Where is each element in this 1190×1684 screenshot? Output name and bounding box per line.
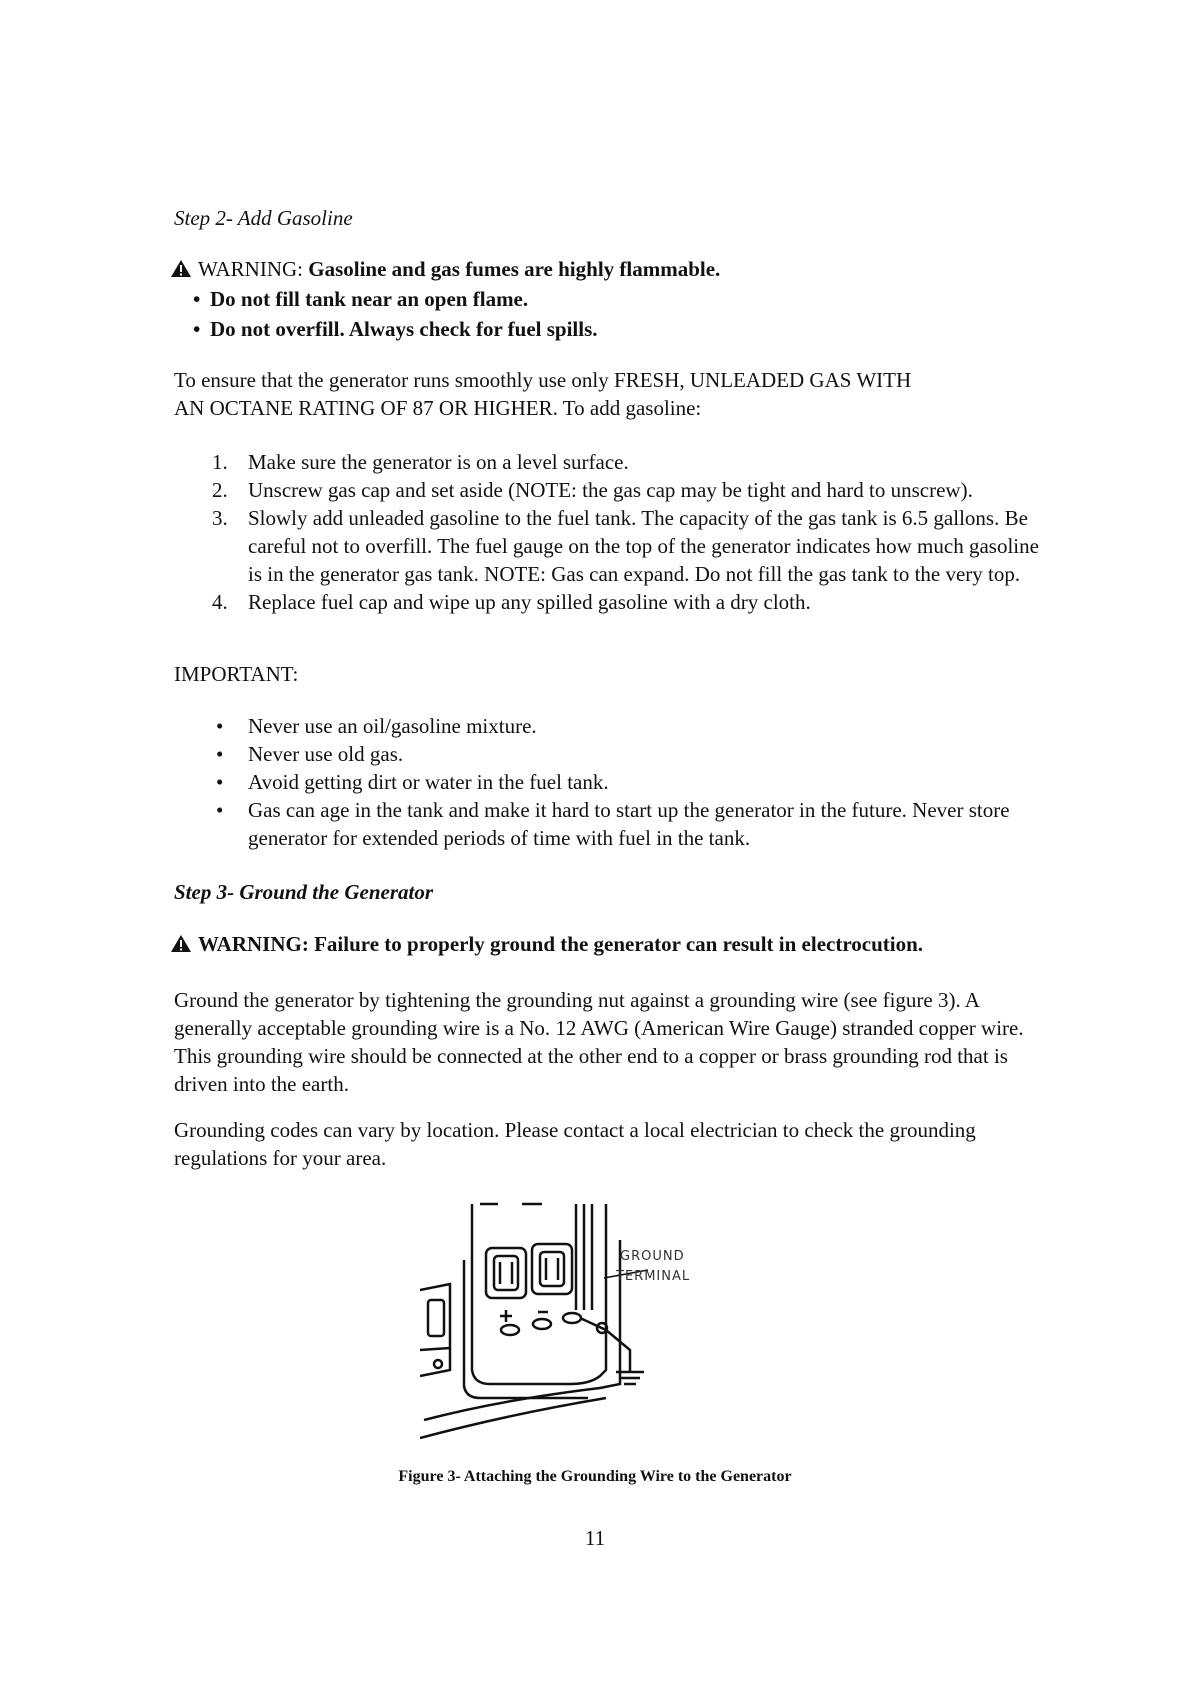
warning-text: Gasoline and gas fumes are highly flammable.	[308, 257, 721, 281]
warning-label: WARNING:	[198, 932, 309, 956]
list-item: 4. Replace fuel cap and wipe up any spilled gasoline with a dry cloth.	[212, 590, 811, 614]
important-list	[174, 712, 1054, 852]
step2-intro	[174, 366, 1034, 422]
step3-warning	[170, 932, 923, 957]
important-label: IMPORTANT:	[174, 662, 299, 686]
terminal-label: TERMINAL	[616, 1269, 691, 1284]
warning-bullet: • Do not overfill. Always check for fuel spills.	[210, 317, 598, 342]
warning-text: Failure to properly ground the generator can result in electrocution.	[314, 932, 924, 956]
intro-line: AN OCTANE RATING OF 87 OR HIGHER. To add gasoline:	[174, 396, 702, 420]
intro-line: To ensure that the generator runs smoothly use only FRESH, UNLEADED GAS WITH	[174, 368, 912, 392]
list-item: 3. Slowly add unleaded gasoline to the fuel tank. The capacity of the gas tank is 6.5 gallons. Be careful not to overfill. The fuel gauge on the top of the generator indicates how much gasoline is in the generator gas tank. NOTE: Gas can expand. Do not fill the gas tank to the very top.	[212, 506, 1039, 586]
step2-heading: Step 2- Add Gasoline	[174, 206, 353, 230]
generator-ground-figure	[420, 1200, 770, 1455]
figure-caption: Figure 3- Attaching the Grounding Wire to the Generator	[398, 1468, 792, 1485]
warning-bullet: • Do not fill tank near an open flame.	[210, 287, 528, 312]
step2-warning	[170, 257, 720, 282]
list-item: 2. Unscrew gas cap and set aside (NOTE: the gas cap may be tight and hard to unscrew).	[212, 478, 973, 502]
generator-illustration	[420, 1204, 648, 1438]
list-item: • Gas can age in the tank and make it hard to start up the generator in the future. Never store generator for extended periods of time with fuel in the tank.	[174, 796, 1054, 852]
list-item: • Never use old gas.	[174, 740, 1054, 768]
warning-label: WARNING:	[198, 257, 303, 281]
warning-icon	[170, 259, 192, 278]
list-item: • Never use an oil/gasoline mixture.	[174, 712, 1054, 740]
page-number: 11	[584, 1526, 606, 1550]
ground-label: GROUND	[620, 1249, 685, 1264]
step3-heading: Step 3- Ground the Generator	[174, 880, 434, 904]
warning-icon	[170, 934, 192, 953]
grounding-paragraph: Ground the generator by tightening the grounding nut against a grounding wire (see figure 3). A generally acceptable grounding wire is a No. 12 AWG (American Wire Gauge) stranded copper wire. This grounding wire should be connected at the other end to a copper or brass grounding rod that is driven into the earth.	[174, 988, 1024, 1096]
gasoline-steps	[174, 448, 1054, 616]
list-item: • Avoid getting dirt or water in the fuel tank.	[174, 768, 1054, 796]
grounding-codes-paragraph: Grounding codes can vary by location. Please contact a local electrician to check the grounding regulations for your area.	[174, 1118, 976, 1170]
list-item: 1. Make sure the generator is on a level surface.	[212, 450, 629, 474]
